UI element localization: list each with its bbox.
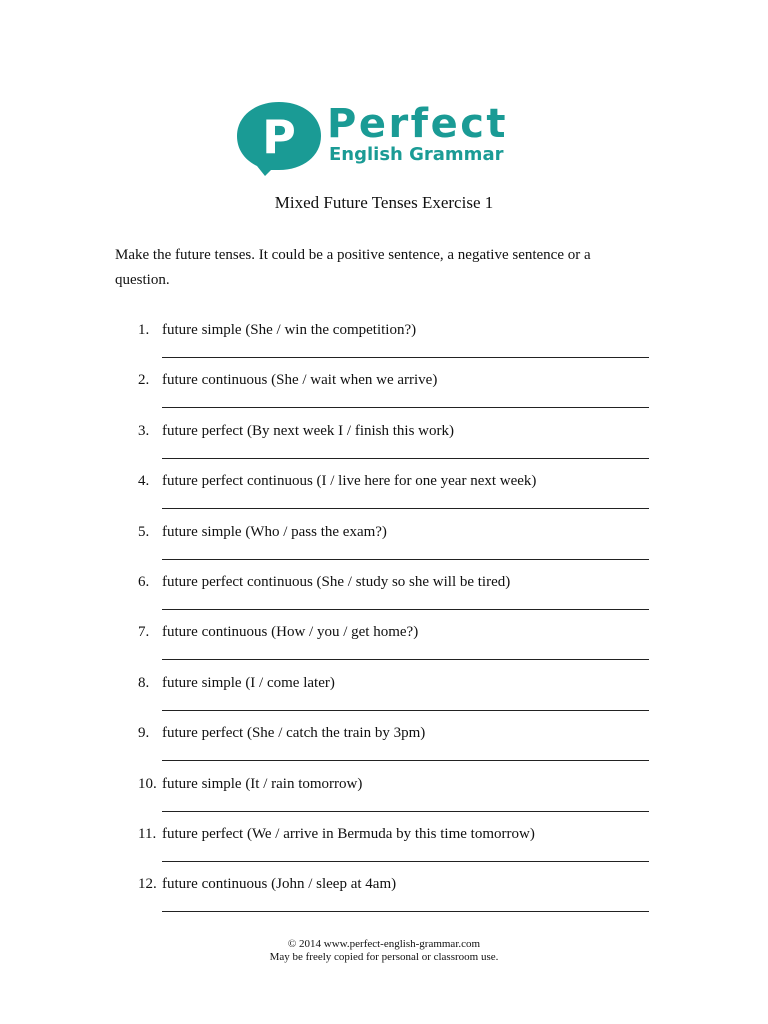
logo-word: Perfect	[327, 101, 509, 147]
question-number: 8.	[138, 674, 150, 691]
page-title: Mixed Future Tenses Exercise 1	[274, 193, 494, 212]
question-number: 10.	[138, 775, 157, 792]
answer-line[interactable]	[162, 407, 649, 408]
question-number: 7.	[138, 624, 150, 641]
instructions-text: Make the future tenses. It could be a positive sentence, a negative sentence or a question.	[115, 247, 591, 288]
question-number: 9.	[138, 725, 150, 742]
question-number: 1.	[138, 322, 150, 338]
question-text: future simple (She / win the competition?)	[162, 322, 417, 338]
answer-line[interactable]	[162, 609, 649, 610]
logo-letter: P	[262, 110, 296, 164]
question-item	[115, 421, 655, 471]
question-item	[115, 774, 655, 824]
question-item	[115, 824, 655, 874]
answer-line[interactable]	[162, 357, 649, 358]
question-number: 5.	[138, 523, 150, 540]
answer-line[interactable]	[162, 911, 649, 912]
speech-bubble-logo-icon	[235, 100, 323, 176]
question-text: future simple (It / rain tomorrow)	[162, 775, 363, 792]
question-text: future continuous (John / sleep at 4am)	[162, 876, 397, 893]
question-item	[115, 723, 655, 773]
question-item	[115, 622, 655, 672]
footer	[0, 938, 768, 964]
question-number: 12.	[138, 876, 157, 893]
question-number: 11.	[138, 825, 157, 842]
question-number: 2.	[138, 372, 150, 389]
answer-line[interactable]	[162, 458, 649, 459]
question-item	[115, 320, 655, 370]
answer-line[interactable]	[162, 760, 649, 761]
question-text: future perfect (We / arrive in Bermuda by this time tomorrow)	[162, 825, 535, 842]
question-text: future continuous (How / you / get home?)	[162, 624, 419, 641]
question-text: future perfect continuous (I / live here for one year next week)	[162, 473, 537, 490]
answer-line[interactable]	[162, 811, 649, 812]
question-text: future perfect (She / catch the train by 3pm)	[162, 725, 426, 742]
question-text: future continuous (She / wait when we arrive)	[162, 372, 438, 389]
question-list	[115, 320, 655, 925]
perfect-english-grammar-logo	[235, 100, 525, 178]
question-number: 4.	[138, 473, 150, 490]
answer-line[interactable]	[162, 710, 649, 711]
question-item	[115, 874, 655, 924]
logo-subtitle: English Grammar	[329, 144, 504, 165]
footer-license: May be freely copied for personal or classroom use.	[269, 951, 499, 963]
answer-line[interactable]	[162, 508, 649, 509]
question-text: future perfect continuous (She / study so she will be tired)	[162, 573, 511, 590]
question-item	[115, 471, 655, 521]
question-text: future simple (I / come later)	[162, 674, 335, 691]
answer-line[interactable]	[162, 861, 649, 862]
answer-line[interactable]	[162, 659, 649, 660]
question-item	[115, 522, 655, 572]
question-text: future simple (Who / pass the exam?)	[162, 523, 387, 540]
question-text: future perfect (By next week I / finish this work)	[162, 422, 454, 439]
question-item	[115, 673, 655, 723]
footer-copyright: © 2014 www.perfect-english-grammar.com	[287, 938, 481, 950]
question-item	[115, 572, 655, 622]
question-item	[115, 370, 655, 420]
question-number: 6.	[138, 573, 150, 590]
answer-line[interactable]	[162, 559, 649, 560]
question-number: 3.	[138, 422, 150, 439]
